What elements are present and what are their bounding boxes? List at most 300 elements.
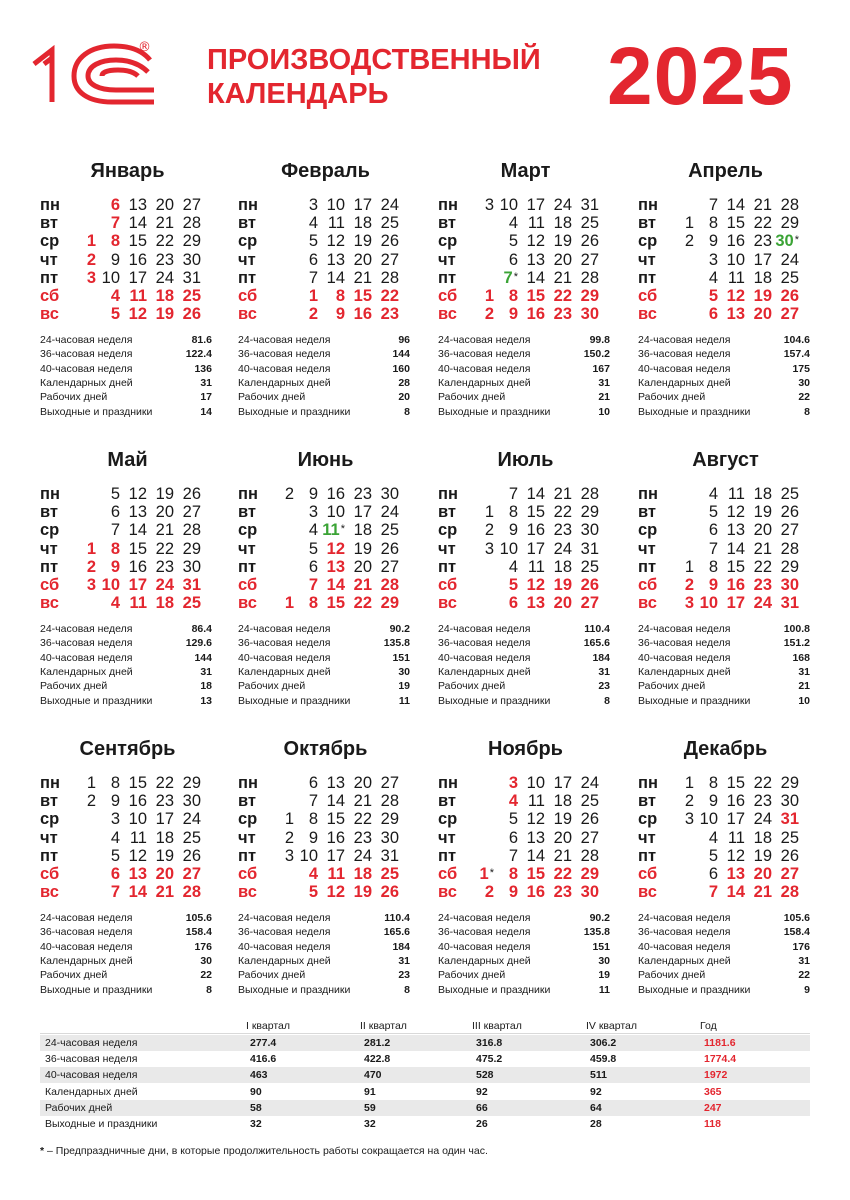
week-row [438, 883, 613, 901]
day-number: 7 [110, 214, 120, 233]
day-cell [150, 792, 174, 810]
day-cell [575, 485, 599, 503]
day-cell [694, 774, 718, 792]
week-row [638, 305, 813, 323]
day-cell [96, 485, 120, 503]
weekday-label: сб [638, 865, 658, 883]
day-cell [72, 558, 96, 576]
day-cell [321, 521, 345, 539]
footnote-mark: * [40, 1145, 45, 1157]
day-cell [748, 774, 772, 792]
day-cell [494, 232, 518, 250]
day-cell [670, 774, 694, 792]
day-number: 18 [353, 521, 372, 540]
day-number: 23 [155, 250, 174, 269]
day-cell [294, 503, 318, 521]
day-cell [294, 576, 318, 594]
summary-cell: 306.2 [590, 1037, 617, 1049]
day-cell [96, 829, 120, 847]
day-number: 16 [128, 792, 147, 811]
day-number: 30 [380, 828, 399, 847]
weekday-label: сб [438, 576, 458, 594]
day-number: 6 [508, 250, 518, 269]
day-cell [721, 485, 745, 503]
stat-label: 36-часовая неделя [438, 926, 531, 939]
day-cell [177, 810, 201, 828]
day-cell [375, 594, 399, 612]
day-cell [775, 196, 799, 214]
stat-value: 151.2 [783, 637, 810, 650]
weekday-label: сб [638, 287, 658, 305]
day-cell [123, 810, 147, 828]
summary-row [40, 1051, 810, 1067]
month-stat-row [438, 968, 610, 982]
day-cell [177, 232, 201, 250]
stat-value: 8 [404, 983, 410, 996]
stat-label: 24-часовая неделя [438, 334, 531, 346]
day-number: 1 [86, 539, 96, 558]
day-number: 13 [128, 196, 147, 214]
week-row [40, 558, 215, 576]
day-cell [96, 196, 120, 214]
day-number: 18 [753, 828, 772, 847]
day-cell [150, 305, 174, 323]
day-cell [548, 883, 572, 901]
day-number: 4 [308, 214, 318, 233]
day-cell [150, 558, 174, 576]
stat-value: 30 [598, 954, 610, 967]
stat-label: 24-часовая неделя [40, 623, 133, 635]
day-cell [748, 576, 772, 594]
day-number: 22 [753, 557, 772, 576]
day-cell [123, 774, 147, 792]
day-number: 2 [684, 792, 694, 811]
stat-value: 31 [798, 665, 810, 678]
day-number: 9 [708, 576, 718, 594]
month-stat-row [438, 636, 610, 650]
weekday-label: чт [638, 539, 656, 558]
day-cell [548, 540, 572, 558]
month-block [238, 738, 413, 1008]
day-number: 1 [284, 810, 294, 829]
day-cell [548, 521, 572, 539]
day-number: 24 [753, 594, 772, 613]
weekday-label: сб [438, 865, 458, 883]
day-cell [748, 810, 772, 828]
day-cell [694, 287, 718, 305]
stat-label: Рабочих дней [238, 680, 306, 693]
day-cell [150, 269, 174, 287]
day-number: 30 [182, 557, 201, 576]
day-number: 4 [708, 485, 718, 503]
month-name: Декабрь [683, 738, 768, 760]
day-cell [548, 829, 572, 847]
day-cell [123, 540, 147, 558]
day-cell [548, 774, 572, 792]
month-stat-row [238, 390, 410, 404]
weekday-label: ср [638, 232, 658, 251]
day-number: 19 [353, 232, 372, 251]
weekday-label: вс [40, 305, 59, 324]
day-cell [494, 594, 518, 612]
day-cell [521, 558, 545, 576]
week-row [40, 883, 215, 901]
week-row [438, 287, 613, 305]
day-cell [670, 594, 694, 612]
day-number: 26 [182, 846, 201, 865]
month-stat-row [40, 968, 212, 982]
day-cell [177, 305, 201, 323]
day-number: 2 [308, 305, 318, 324]
day-cell [294, 792, 318, 810]
day-cell [694, 847, 718, 865]
week-row [638, 196, 813, 214]
month-block [40, 738, 215, 1008]
month-stat-row [238, 665, 410, 679]
day-cell [123, 829, 147, 847]
day-cell [321, 196, 345, 214]
month-stat-row [638, 636, 810, 650]
day-cell [721, 883, 745, 901]
day-number: 5 [110, 846, 120, 865]
day-cell [748, 558, 772, 576]
day-cell [96, 521, 120, 539]
day-number: 7 [508, 485, 518, 503]
day-number: 4 [308, 865, 318, 883]
day-number: 20 [753, 521, 772, 540]
day-number: 29 [380, 810, 399, 829]
month-stat-row [438, 651, 610, 665]
day-cell [494, 521, 518, 539]
day-cell [670, 214, 694, 232]
day-number: 28 [580, 485, 599, 503]
day-cell [575, 251, 599, 269]
summary-cell: 91 [364, 1085, 376, 1098]
day-number: 16 [128, 557, 147, 576]
day-cell [575, 503, 599, 521]
stat-value: 122.4 [185, 348, 212, 361]
stat-value: 158.4 [783, 926, 810, 939]
month-stat-row [438, 362, 610, 376]
day-cell [321, 287, 345, 305]
week-row [238, 558, 413, 576]
day-number: 7 [308, 268, 318, 287]
day-number: 22 [553, 503, 572, 522]
day-number: 25 [380, 214, 399, 233]
day-number: 9 [110, 557, 120, 576]
day-cell [375, 865, 399, 883]
day-number: 5 [508, 576, 518, 594]
day-cell [494, 774, 518, 792]
day-cell [348, 305, 372, 323]
month-stat-row [238, 954, 410, 968]
day-cell [177, 269, 201, 287]
day-number: 28 [182, 521, 201, 540]
day-cell [575, 829, 599, 847]
week-row [40, 196, 215, 214]
day-number: 17 [726, 594, 745, 613]
summary-cell: 26 [476, 1118, 488, 1130]
month-stat-row [638, 622, 810, 636]
day-number: 1 [284, 594, 294, 613]
weekday-label: вт [40, 503, 59, 522]
weekday-label: пн [40, 196, 60, 214]
day-number: 24 [155, 576, 174, 594]
day-number: 29 [182, 232, 201, 251]
week-row [638, 810, 813, 828]
month-stat-row [438, 622, 610, 636]
day-number: 9 [110, 792, 120, 811]
day-number: 10 [128, 810, 147, 829]
day-number: 24 [380, 503, 399, 522]
day-number: 13 [128, 503, 147, 522]
day-cell [748, 503, 772, 521]
day-cell [123, 576, 147, 594]
day-number: 14 [128, 883, 147, 902]
week-row [638, 287, 813, 305]
stat-label: Календарных дней [438, 954, 531, 967]
day-cell [96, 305, 120, 323]
day-number: 16 [526, 305, 545, 324]
weekday-label: пт [238, 268, 257, 287]
day-number: 8 [708, 557, 718, 576]
day-cell [72, 576, 96, 594]
stat-value: 8 [206, 983, 212, 996]
day-cell [775, 774, 799, 792]
day-cell [721, 540, 745, 558]
week-row [238, 829, 413, 847]
day-number: 22 [155, 539, 174, 558]
day-cell [748, 594, 772, 612]
day-cell [150, 865, 174, 883]
month-stat-row [438, 347, 610, 361]
month-name: Май [107, 449, 148, 471]
day-cell [270, 485, 294, 503]
month-stat-row [238, 694, 410, 708]
summary-cell: 1181.6 [704, 1037, 736, 1049]
day-cell [270, 847, 294, 865]
month-stat-row [40, 651, 212, 665]
week-row [238, 540, 413, 558]
stat-label: 40-часовая неделя [438, 651, 531, 664]
day-cell [348, 214, 372, 232]
day-number: 13 [526, 250, 545, 269]
summary-row-label: 40-часовая неделя [45, 1069, 138, 1082]
day-number: 16 [526, 521, 545, 540]
day-cell [123, 305, 147, 323]
day-number: 22 [353, 594, 372, 613]
stat-value: 90.2 [589, 912, 610, 924]
day-cell [375, 792, 399, 810]
day-number: 11 [727, 268, 745, 287]
stat-value: 150.2 [583, 348, 610, 361]
stat-value: 17 [200, 391, 212, 404]
day-cell [294, 269, 318, 287]
day-cell [270, 810, 294, 828]
day-number: 26 [182, 485, 201, 503]
day-cell [521, 865, 545, 883]
day-number: 8 [708, 214, 718, 233]
day-number: 15 [128, 232, 147, 251]
day-number: 27 [780, 305, 799, 324]
month-stat-row [238, 376, 410, 390]
stat-label: Выходные и праздники [638, 983, 751, 996]
day-number: 7 [110, 521, 120, 540]
month-stat-row [238, 679, 410, 693]
day-cell [721, 810, 745, 828]
day-cell [575, 576, 599, 594]
day-cell [748, 269, 772, 287]
week-row [438, 810, 613, 828]
day-number: 17 [726, 810, 745, 829]
day-number: 3 [308, 196, 318, 214]
weekday-label: вс [238, 305, 257, 324]
day-cell [548, 503, 572, 521]
day-cell [775, 485, 799, 503]
summary-cell: 64 [590, 1101, 602, 1114]
weekday-label: пт [40, 846, 59, 865]
day-cell [748, 485, 772, 503]
day-number: 22 [553, 287, 572, 305]
day-number: 6 [308, 557, 318, 576]
week-row [638, 829, 813, 847]
day-number: 8 [110, 232, 120, 251]
day-number: 21 [353, 792, 372, 811]
month-name: Январь [90, 160, 165, 182]
weekday-label: пт [40, 557, 59, 576]
day-number: 11 [129, 594, 147, 613]
day-number: 3 [708, 250, 718, 269]
stat-value: 21 [598, 391, 610, 404]
stat-value: 99.8 [589, 334, 610, 346]
stat-value: 135.8 [583, 926, 610, 939]
day-cell [521, 503, 545, 521]
summary-row-label: Рабочих дней [45, 1101, 113, 1114]
year-title: 2025 [607, 31, 794, 122]
summary-column-header: IV квартал [586, 1020, 637, 1032]
day-number: 29 [580, 287, 599, 305]
day-number: 16 [726, 232, 745, 251]
day-cell [721, 792, 745, 810]
week-row [438, 829, 613, 847]
day-number: 4 [508, 557, 518, 576]
week-row [40, 774, 215, 792]
day-cell [721, 865, 745, 883]
day-cell [375, 269, 399, 287]
day-cell [96, 251, 120, 269]
day-cell [694, 485, 718, 503]
day-number: 29 [580, 865, 599, 883]
day-number: 18 [353, 214, 372, 233]
day-cell [470, 521, 494, 539]
day-cell [294, 810, 318, 828]
day-cell [72, 251, 96, 269]
day-number: 3 [484, 539, 494, 558]
day-number: 6 [308, 250, 318, 269]
day-number: 16 [726, 792, 745, 811]
weekday-label: ср [238, 810, 258, 829]
day-number: 23 [155, 792, 174, 811]
day-cell [775, 847, 799, 865]
day-cell [123, 251, 147, 269]
day-cell [375, 883, 399, 901]
day-number: 25 [580, 792, 599, 811]
stat-label: 24-часовая неделя [238, 334, 331, 346]
day-number: 23 [753, 576, 772, 594]
stat-value: 28 [398, 376, 410, 389]
month-stat-row [638, 651, 810, 665]
day-number: 12 [128, 485, 147, 503]
stat-label: Рабочих дней [238, 969, 306, 982]
day-number: 24 [353, 846, 372, 865]
stat-label: Календарных дней [40, 954, 133, 967]
day-cell [494, 540, 518, 558]
week-row [438, 774, 613, 792]
day-cell [494, 214, 518, 232]
day-cell [521, 232, 545, 250]
stat-label: 40-часовая неделя [238, 651, 331, 664]
day-number: 27 [182, 503, 201, 522]
stat-label: Календарных дней [638, 376, 731, 389]
day-number: 11 [527, 214, 545, 233]
stat-label: 36-часовая неделя [238, 637, 331, 650]
stat-label: Календарных дней [438, 376, 531, 389]
day-number: 21 [553, 268, 572, 287]
weekday-label: чт [238, 250, 256, 269]
month-stat-row [238, 911, 410, 925]
day-cell [150, 540, 174, 558]
stat-value: 86.4 [191, 623, 212, 635]
day-number: 22 [155, 232, 174, 251]
day-number: 21 [753, 883, 772, 902]
stat-value: 31 [598, 376, 610, 389]
day-number: 24 [780, 250, 799, 269]
summary-cell: 92 [590, 1085, 602, 1098]
summary-cell: 277.4 [250, 1037, 277, 1049]
week-row [238, 485, 413, 503]
week-row [40, 503, 215, 521]
day-cell [270, 829, 294, 847]
day-cell [321, 214, 345, 232]
day-number: 20 [155, 865, 174, 883]
weekday-label: ср [238, 521, 258, 540]
day-cell [150, 232, 174, 250]
month-stat-row [438, 679, 610, 693]
day-number: 15 [353, 287, 372, 305]
day-number: 18 [753, 485, 772, 503]
stat-label: 40-часовая неделя [438, 362, 531, 375]
week-row [238, 883, 413, 901]
stat-label: Рабочих дней [638, 391, 706, 404]
day-cell [177, 485, 201, 503]
day-cell [96, 865, 120, 883]
week-row [638, 774, 813, 792]
day-number: 28 [780, 539, 799, 558]
day-number: 23 [753, 792, 772, 811]
day-number: 10 [499, 539, 518, 558]
week-row [238, 269, 413, 287]
day-cell [775, 214, 799, 232]
day-number: 10 [101, 576, 120, 594]
summary-cell: 528 [476, 1069, 494, 1082]
day-cell [494, 196, 518, 214]
week-row [40, 865, 215, 883]
month-block [238, 160, 413, 430]
day-number: 8 [708, 774, 718, 792]
month-stat-row [238, 983, 410, 997]
stat-value: 184 [392, 940, 410, 953]
weekday-label: ср [638, 810, 658, 829]
